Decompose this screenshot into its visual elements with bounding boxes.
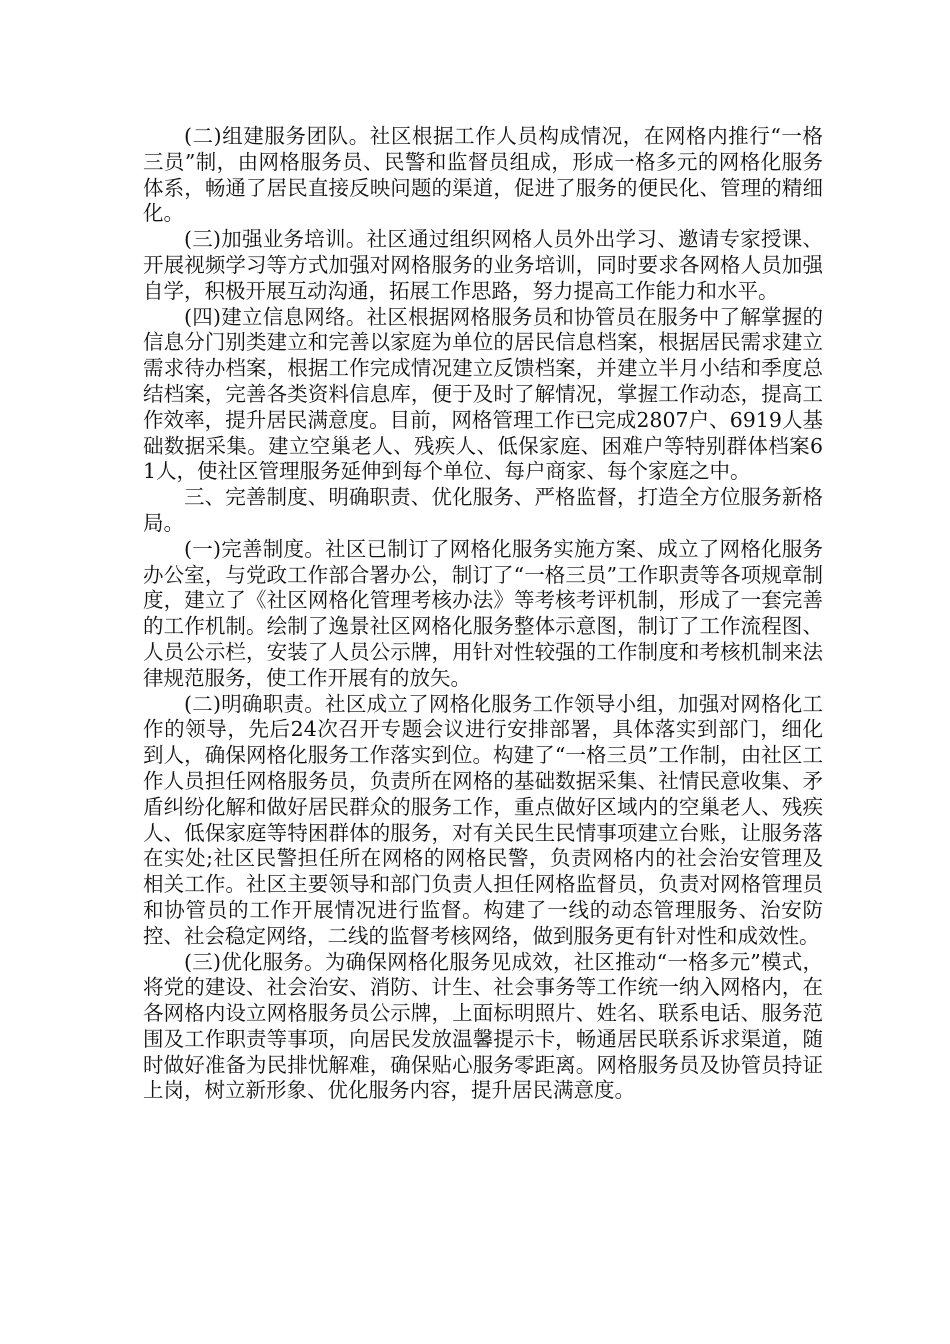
paragraph-clarify-duties: (二)明确职责。社区成立了网格化服务工作领导小组，加强对网格化工作的领导，先后24次召开专题会议进行安排部署，具体落实到部门，细化到人，确保网格化服务工作落实到位。构建了“一格三员”工作制，由社区工作人员担任网格服务员，负责所在网格的基础数据采集、社情民意收集、矛盾纠纷化解和做好居民群众的服务工作，重点做好区域内的空巢老人、残疾人、低保家庭等特困群体的服务，对有关民生民情事项建立台账，让服务落在实处;社区民警担任所在网格的网格民警，负责网格内的社会治安管理及相关工作。社区主要领导和部门负责人担任网格监督员，负责对网格管理员和协管员的工作开展情况进行监督。构建了一线的动态管理服务、治安防控、社会稳定网络，二线的监督考核网络，做到服务更有针对性和成效性。 — [143, 691, 823, 948]
paragraph-optimize-service: (三)优化服务。为确保网格化服务见成效，社区推动“一格多元”模式，将党的建设、社会治安、消防、计生、社会事务等工作统一纳入网格内，在各网格内设立网格服务员公示牌，上面标明照片、姓名、联系电话、服务范围及工作职责等事项，向居民发放温馨提示卡，畅通居民联系诉求渠道，随时做好准备为民排忧解难，确保贴心服务零距离。网格服务员及协管员持证上岗，树立新形象、优化服务内容，提升居民满意度。 — [143, 949, 823, 1103]
paragraph-section-three-heading: 三、完善制度、明确职责、优化服务、严格监督，打造全方位服务新格局。 — [143, 485, 823, 535]
document-body — [143, 124, 823, 1104]
paragraph-improve-system: (一)完善制度。社区已制订了网格化服务实施方案、成立了网格化服务办公室，与党政工作部合署办公，制订了“一格三员”工作职责等各项规章制度，建立了《社区网格化管理考核办法》等考核考评机制，形成了一套完善的工作机制。绘制了逸景社区网格化服务整体示意图，制订了工作流程图、人员公示栏，安装了人员公示牌，用针对性较强的工作制度和考核机制来法律规范服务，使工作开展有的放矢。 — [143, 536, 823, 690]
paragraph-training: (三)加强业务培训。社区通过组织网格人员外出学习、邀请专家授课、开展视频学习等方式加强对网格服务的业务培训，同时要求各网格人员加强自学，积极开展互动沟通，拓展工作思路，努力提高工作能力和水平。 — [143, 227, 823, 303]
paragraph-team-building: (二)组建服务团队。社区根据工作人员构成情况，在网格内推行“一格三员”制，由网格服务员、民警和监督员组成，形成一格多元的网格化服务体系，畅通了居民直接反映问题的渠道，促进了服务的便民化、管理的精细化。 — [143, 124, 823, 226]
paragraph-info-network: (四)建立信息网络。社区根据网格服务员和协管员在服务中了解掌握的信息分门别类建立和完善以家庭为单位的居民信息档案，根据居民需求建立需求待办档案，根据工作完成情况建立反馈档案，并建立半月小结和季度总结档案，完善各类资料信息库，便于及时了解情况，掌握工作动态，提高工作效率，提升居民满意度。目前，网格管理工作已完成2807户、6919人基础数据采集。建立空巢老人、残疾人、低保家庭、困难户等特别群体档案61人，使社区管理服务延伸到每个单位、每户商家、每个家庭之中。 — [143, 304, 823, 484]
